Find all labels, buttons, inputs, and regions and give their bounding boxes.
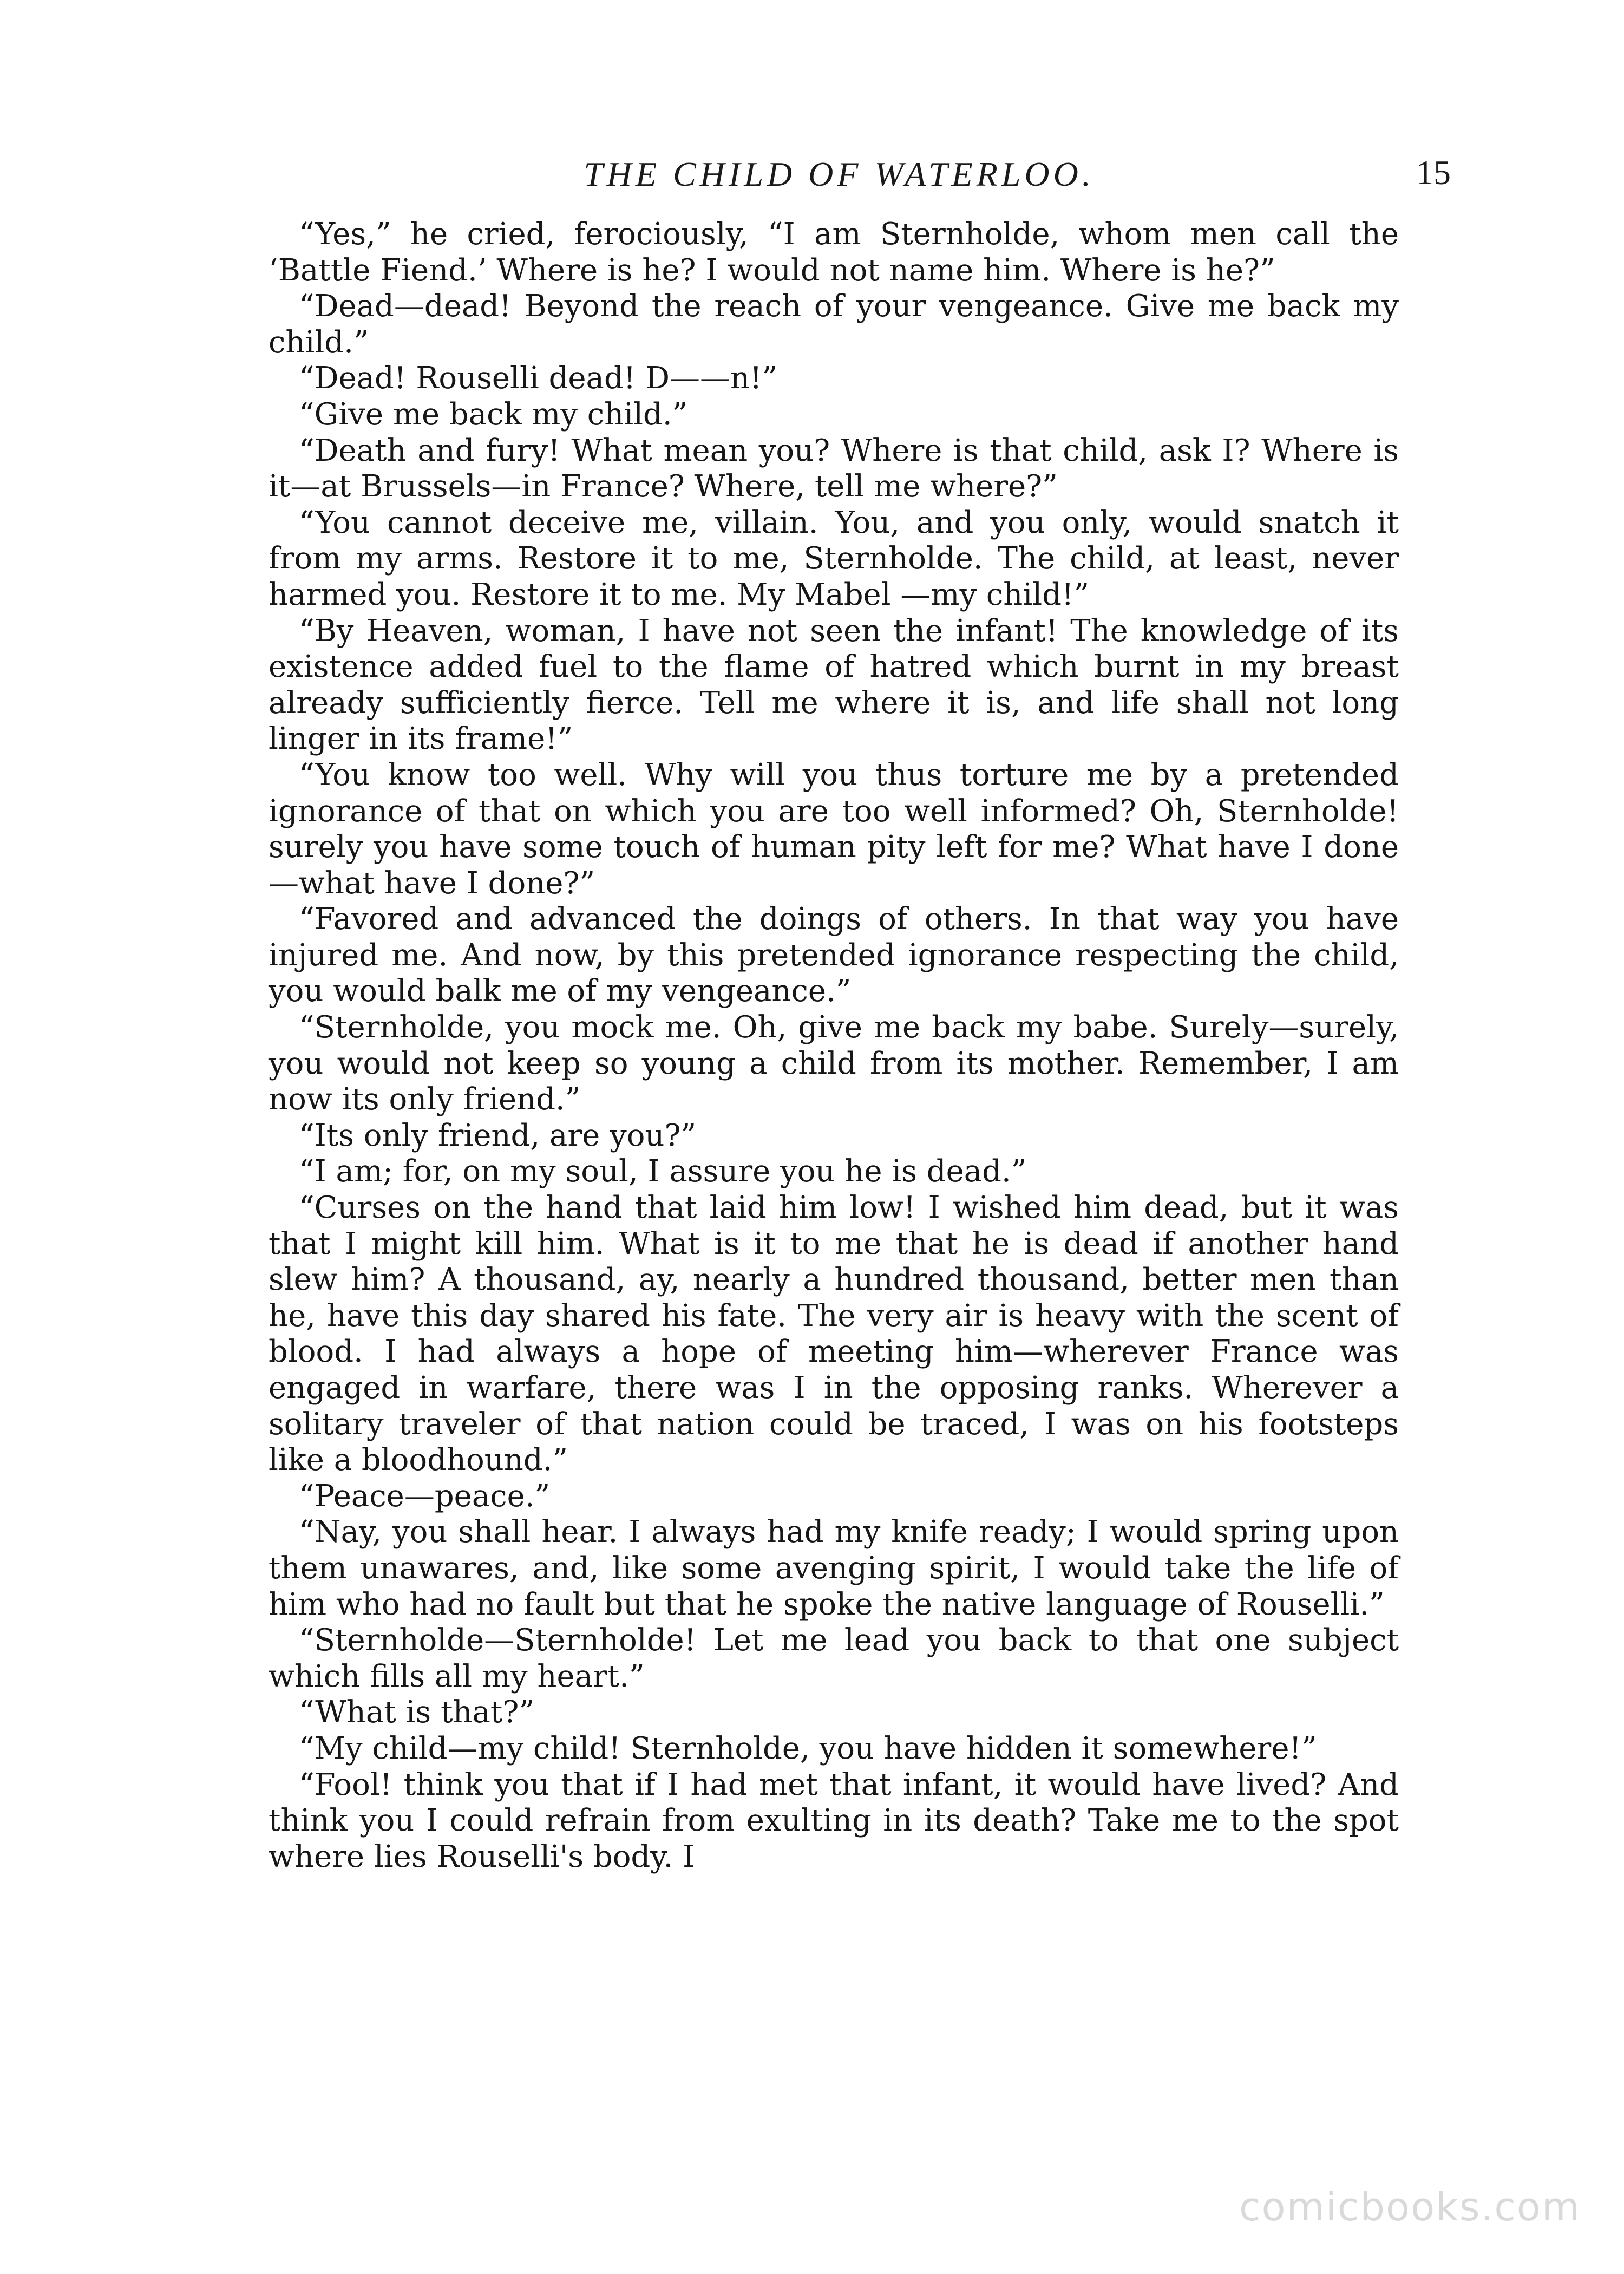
paragraph: “Sternholde, you mock me. Oh, give me back my babe. Surely—surely, you would not keep so young a child from its mother. Remember, I am now its only friend.” xyxy=(269,1010,1399,1118)
paragraph: “My child—my child! Sternholde, you have hidden it somewhere!” xyxy=(299,1730,1317,1766)
paragraph: “Dead! Rouselli dead! D——n!” xyxy=(299,361,778,396)
paragraph: “Dead—dead! Beyond the reach of your vengeance. Give me back my child.” xyxy=(269,289,1399,360)
page-number: 15 xyxy=(1416,153,1451,192)
site-watermark: comicbooks.com xyxy=(1239,2184,1581,2230)
paragraph: “Give me back my child.” xyxy=(299,396,688,432)
body-text xyxy=(269,217,1399,1875)
paragraph: “By Heaven, woman, I have not seen the infant! The knowledge of its existence added fuel to the flame of hatred which burnt in my breast already sufficiently fierce. Tell me where it is, and life shall not long linger in its frame!” xyxy=(269,613,1399,757)
paragraph: “Its only friend, are you?” xyxy=(299,1118,697,1153)
paragraph: “Curses on the hand that laid him low! I wished him dead, but it was that I might kill him. What is it to me that he is dead if another hand slew him? A thousand, ay, nearly a hundred thousand, better men than he, have this day shared his fate. The very air is heavy with the scent of blood. I had always a hope of meeting him—wherever France was engaged in warfare, there was I in the opposing ranks. Wherever a solitary traveler of that nation could be traced, I was on his footsteps like a bloodhound.” xyxy=(269,1190,1399,1478)
running-head: THE CHILD OF WATERLOO. xyxy=(584,155,1095,193)
paragraph: “What is that?” xyxy=(299,1695,535,1730)
paragraph: “Nay, you shall hear. I always had my knife ready; I would spring upon them unawares, and, like some avenging spirit, I would take the life of him who had no fault but that he spoke the native language of Rouselli.” xyxy=(269,1514,1399,1622)
paragraph: “You know too well. Why will you thus torture me by a pretended ignorance of that on which you are too well informed? Oh, Sternholde! surely you have some touch of human pity left for me? What have I done—what have I done?” xyxy=(269,757,1399,901)
paragraph: “Peace—peace.” xyxy=(299,1478,551,1514)
paragraph: “Fool! think you that if I had met that infant, it would have lived? And think you I could refrain from exulting in its death? Take me to the spot where lies Rouselli's body. I xyxy=(269,1767,1399,1874)
paragraph: “I am; for, on my soul, I assure you he is dead.” xyxy=(299,1154,1027,1190)
paragraph: “You cannot deceive me, villain. You, and you only, would snatch it from my arms. Restore it to me, Sternholde. The child, at least, never harmed you. Restore it to me. My Mabel —my child!” xyxy=(269,505,1399,612)
paragraph: “Yes,” he cried, ferociously, “I am Sternholde, whom men call the ‘Battle Fiend.’ Where is he? I would not name him. Where is he?” xyxy=(269,217,1399,288)
paragraph: “Sternholde—Sternholde! Let me lead you back to that one subject which fills all my heart.” xyxy=(269,1623,1399,1694)
paragraph: “Favored and advanced the doings of others. In that way you have injured me. And now, by this pretended ignorance respecting the child, you would balk me of my vengeance.” xyxy=(269,901,1399,1009)
paragraph: “Death and fury! What mean you? Where is that child, ask I? Where is it—at Brussels—in France? Where, tell me where?” xyxy=(269,433,1399,505)
